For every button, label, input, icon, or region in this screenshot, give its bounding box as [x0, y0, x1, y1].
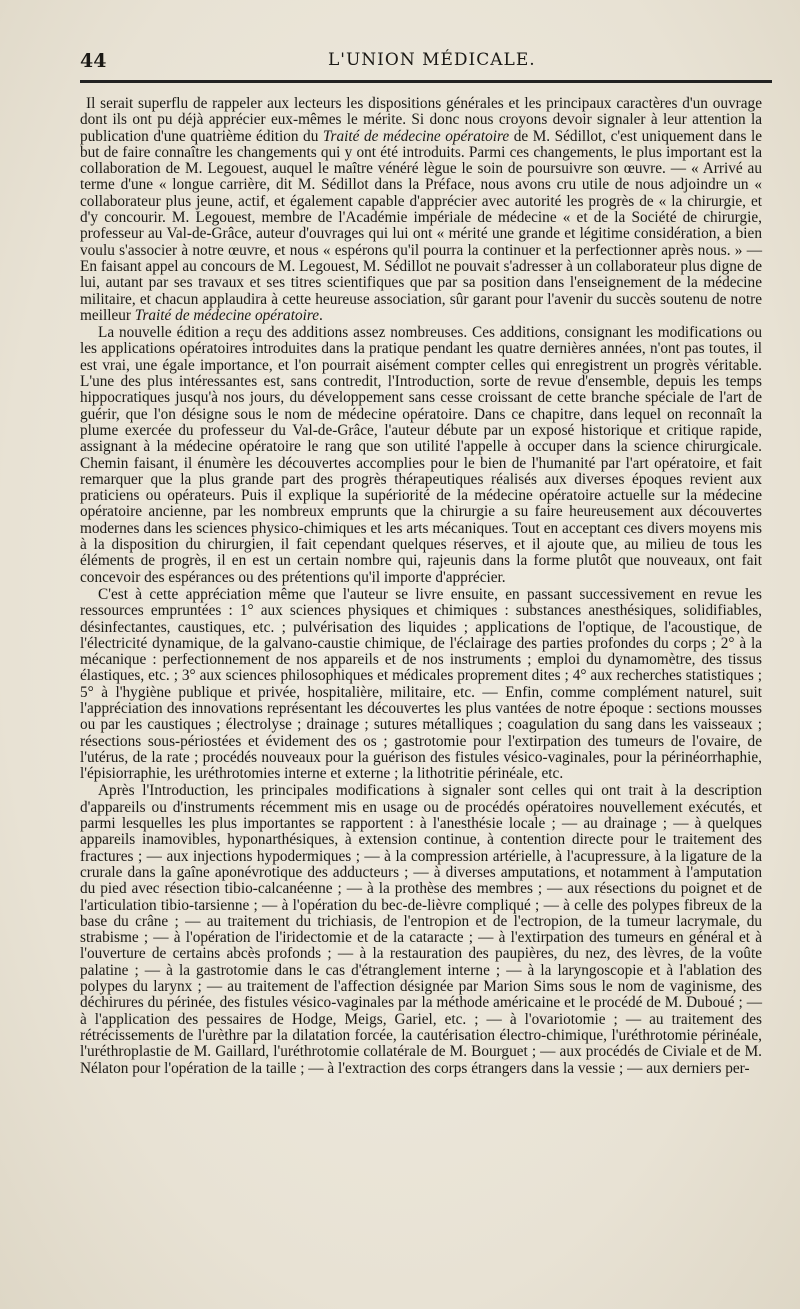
page-header [80, 44, 762, 78]
paragraph-2 [80, 325, 762, 586]
text-run: C'est à cette appréciation même que l'auteur se livre ensuite, en passant successivement en revue les ressources empruntées : 1° aux sciences physiques et chimiques : substances anesthésiques, solidifiables, désinfectantes, caustiques, etc. ; pulvérisation des liquides ; applications de l'optique, de l'acoustique, de l'électricité dynamique, de la galvano-caustie chimique, de l'éclairage des parties profondes du corps ; 2° à la mécanique : perfectionnement de nos appareils et de nos instruments ; emploi du dynamomètre, des tissus élastiques, etc. ; 3° aux sciences philosophiques et médicales proprement dites ; 4° aux recherches statistiques ; 5° à l'hygiène publique et privée, hospitalière, militaire, etc. — Enfin, comme complément naturel, suit l'appréciation des innovations représentant les découvertes les plus vantées de notre époque : sections mousses ou par les caustiques ; électrolyse ; drainage ; sutures métalliques ; coagulation du sang dans les vaisseaux ; résections sous-périostées et évidement des os ; gastrotomie pour l'extirpation des tumeurs de l'ovaire, de l'utérus, de la rate ; procédés nouveaux pour la guérison des fistules vésico-vaginales, pour la périnéorrhaphie, l'épisiorraphie, les uréthrotomies interne et externe ; la lithotritie périnéale, etc. [80, 585, 762, 783]
text-run: Après l'Introduction, les principales modifications à signaler sont celles qui ont trait à la description d'appareils ou d'instruments récemment mis en usage ou de procédés opératoires nouvellement exécutés, et parmi lesquelles les plus importantes se rapportent : à l'anesthésie locale ; — au drainage ; — à quelques appareils inamovibles, hyponarthésiques, à extension continue, à contention directe pour le traitement des fractures ; — aux injections hypodermiques ; — à la compression artérielle, à l'acupressure, à la ligature de la crurale dans la gaîne aponévrotique des adducteurs ; — à diverses amputations, et notamment à l'amputation du pied avec résection tibio-calcanéenne ; — à la prothèse des membres ; — aux résections du poignet et de l'articulation tibio-tarsienne ; — à l'opération du bec-de-lièvre compliqué ; — à celle des polypes fibreux de la base du crâne ; — au traitement du trichiasis, de l'entropion et de l'ectropion, de la tumeur lacrymale, du strabisme ; — à l'opération de l'iridectomie et de la cataracte ; — à l'extirpation des tumeurs en général et à l'ouverture de certains abcès profonds ; — à la restauration des paupières, du nez, des lèvres, de la voûte palatine ; — à la gastrotomie dans le cas d'étranglement interne ; — à la laryngoscopie et à l'ablation des polypes du larynx ; — au traitement de l'affection désignée par Marion Sims sous le nom de vaginisme, des déchirures du périnée, des fistules vésico-vaginales par la méthode américaine et le procédé de M. Duboué ; — à l'application des pessaires de Hodge, Meigs, Gariel, etc. ; — à l'ovariotomie ; — au traitement des rétrécissements de l'urèthre par la dilatation forcée, la cautérisation électro-chimique, l'uréthrotomie périnéale, l'uréthroplastie de M. Gaillard, l'uréthrotomie collatérale de M. Bourguet ; — aux procédés de Civiale et de M. Nélaton pour l'opération de la taille ; — à l'extraction des corps étrangers dans la vessie ; — aux derniers per- [80, 782, 762, 1077]
paragraph-1 [80, 96, 762, 324]
page-number: 44 [80, 50, 107, 72]
header-rule [80, 80, 772, 83]
text-run: Il serait superflu de rappeler aux lecteurs les dispositions générales et les principaux caractères d'un ouvrage dont ils ont pu déjà apprécier eux-mêmes le mérite. Si donc nous croyons devoir signaler à leur attention la publication d'une quatrième édition du [80, 95, 762, 145]
paragraph-4 [80, 783, 762, 1076]
text-run: . [319, 306, 323, 324]
article-body [80, 96, 762, 1077]
italic-title: Traité de médecine opératoire [322, 127, 510, 145]
text-run: La nouvelle édition a reçu des additions assez nombreuses. Ces additions, consignant les modifications ou les applications opératoires introduites dans la pratique pendant les quatre dernières années, n'ont pas toutes, il est vrai, une égale importance, et l'on pourrait aisément compter celles qui enregistrent un progrès véritable. L'une des plus intéressantes est, sans contredit, l'Introduction, sorte de revue d'ensemble, depuis les temps hippocratiques jusqu'à nos jours, du développement sans cesse croissant de cette branche spéciale de l'art de guérir, que l'on désigne sous le nom de médecine opératoire. Dans ce chapitre, dans lequel on reconnaît la plume exercée du professeur du Val-de-Grâce, l'auteur débute par un exposé historique et critique rapide, assignant à la médecine opératoire le rang que son utilité l'appelle à occuper dans la science chirurgicale. Chemin faisant, il énumère les découvertes accomplies pour le bien de l'humanité par l'art opératoire, et fait remarquer que la plus grande part des progrès thérapeutiques réalisés aux diverses époques revient aux praticiens ou opérateurs. Puis il explique la supériorité de la médecine opératoire actuelle sur la médecine opératoire ancienne, par les nombreux emprunts que la chirurgie a su faire heureusement aux découvertes modernes dans les sciences physico-chimiques et les arts mécaniques. Tout en acceptant ces divers moyens mis à la disposition du chirurgien, il fait cependant quelques réserves, et il ajoute que, au milieu de tous les éléments de progrès, il en est un certain nombre qui, rajeunis dans la forme plutôt que nouveaux, ont fait concevoir des espérances ou des prétentions qu'il importe d'apprécier. [80, 324, 762, 586]
text-run: de M. Sédillot, c'est uniquement dans le but de faire connaître les changements qui y ont été introduits. Parmi ces changements, le plus important est la collaboration de M. Legouest, auquel le maître vénéré lègue le soin de poursuivre son œuvre. — « Arrivé au terme d'une « longue carrière, dit M. Sédillot dans la Préface, nous avons cru utile de nous adjoindre un « collaborateur plus jeune, actif, et également capable d'apprécier avec autorité les progrès de « la chirurgie, et d'y concourir. M. Legouest, membre de l'Académie impériale de médecine « et de la Société de chirurgie, professeur au Val-de-Grâce, auteur d'ouvrages qui lui ont « mérité une grande et légitime considération, a bien voulu s'associer à notre œuvre, et nous « espérons qu'il pourra la continuer et la perfectionner après nous. » — En faisant appel au concours de M. Legouest, M. Sédillot ne pouvait s'adresser à un collaborateur plus digne de lui, autant par ses travaux et ses titres scientifiques que par sa position dans l'enseignement de la médecine militaire, et chacun applaudira à cette heureuse association, sûr garant pour l'avenir du succès soutenu de notre meilleur [80, 127, 763, 324]
paragraph-3 [80, 587, 762, 783]
italic-title: Traité de médecine opératoire [134, 306, 320, 324]
running-head: L'UNION MÉDICALE. [328, 50, 536, 70]
